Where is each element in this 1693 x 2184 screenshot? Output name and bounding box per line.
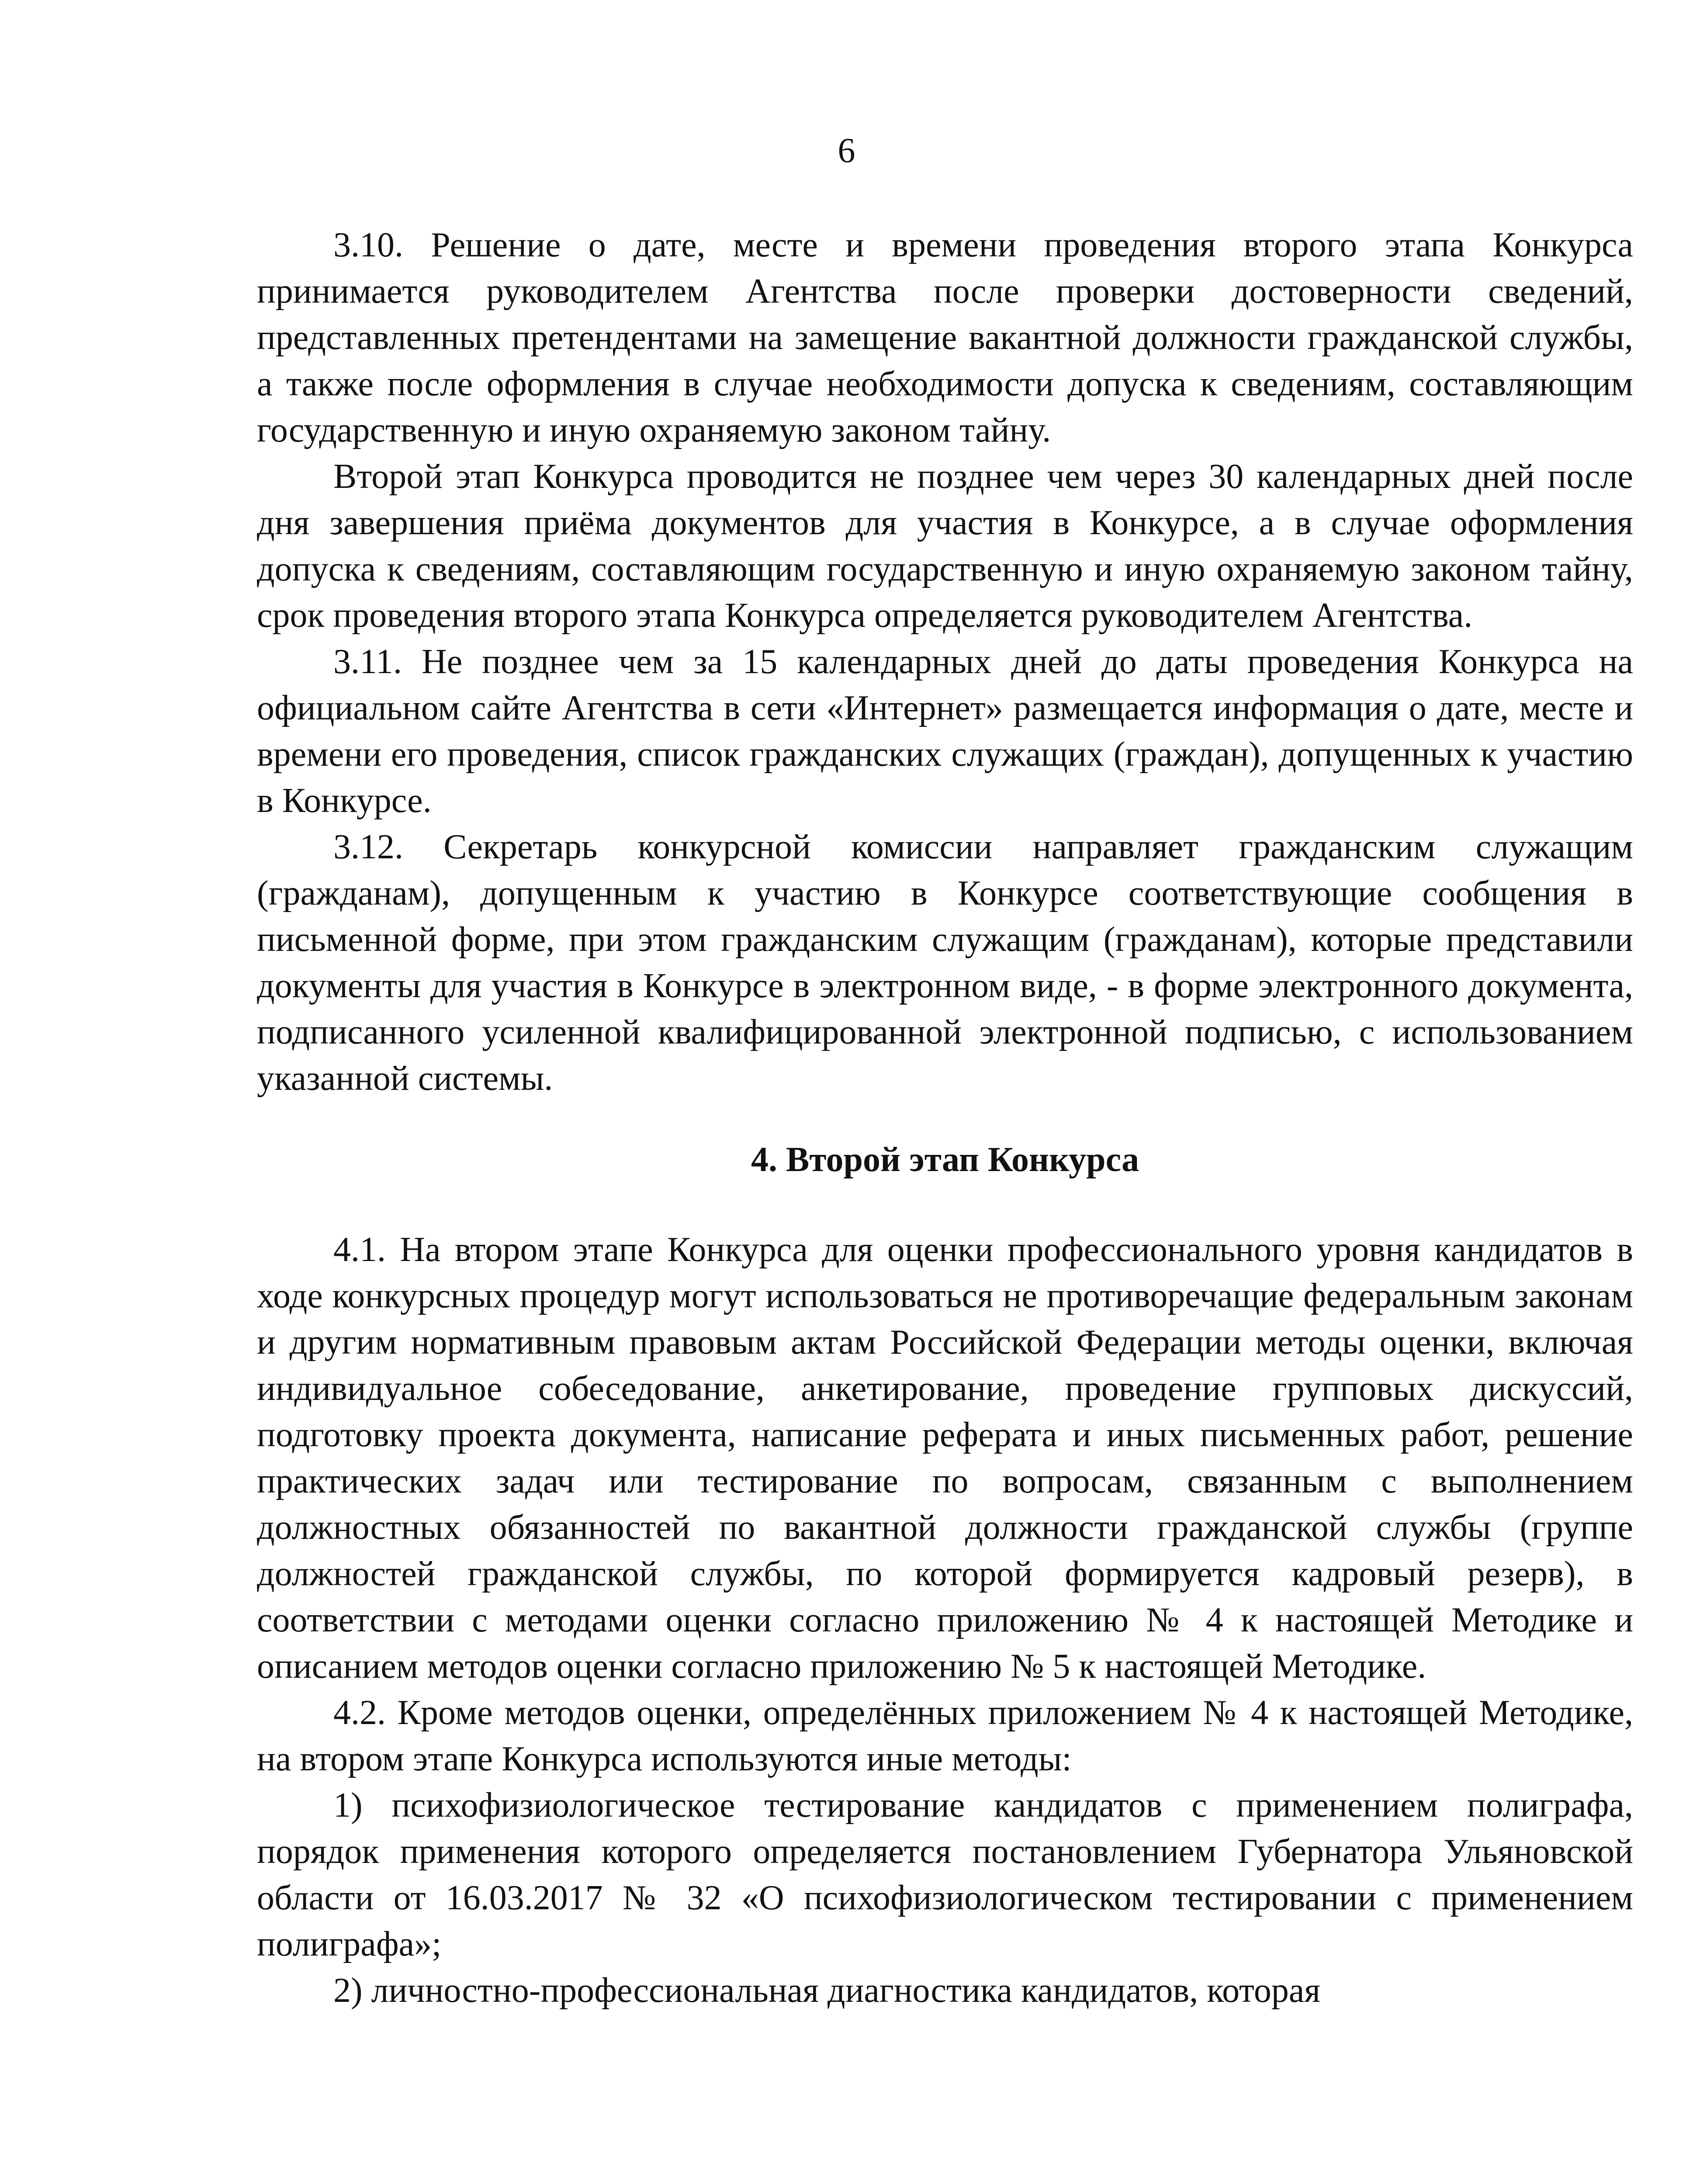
paragraph-4-1: 4.1. На втором этапе Конкурса для оценки профессионального уровня кандидатов в ходе конкурсных процедур могут использоваться не противоречащие федеральным законам и другим нормативным правовым актам Российской Федерации методы оценки, включая индивидуальное собеседование, анкетирование, проведение групповых дискуссий, подготовку проекта документа, написание реферата и иных письменных работ, решение практических задач или тестирование по вопросам, связанным с выполнением должностных обязанностей по вакантной должности гражданской службы (группе должностей гражданской службы, по которой формируется кадровый резерв), в соответствии с методами оценки согласно приложению № 4 к настоящей Методике и описанием методов оценки согласно приложению № 5 к настоящей Методике. xyxy=(257,1230,1633,1686)
section-heading: 4. Второй этап Конкурса xyxy=(751,1140,1139,1179)
paragraph-4-2: 4.2. Кроме методов оценки, определённых приложением № 4 к настоящей Методике, на втором этапе Конкурса используются иные методы: xyxy=(257,1693,1633,1778)
list-item-2: 2) личностно-профессиональная диагностика кандидатов, которая xyxy=(333,1971,1321,2010)
paragraph-3-11: 3.11. Не позднее чем за 15 календарных дней до даты проведения Конкурса на официальном сайте Агентства в сети «Интернет» размещается информация о дате, месте и времени его проведения, список гражданских служащих (граждан), допущенных к участию в Конкурсе. xyxy=(257,643,1633,820)
list-item-1: 1) психофизиологическое тестирование кандидатов с применением полиграфа, порядок применения которого определяется постановлением Губернатора Ульяновской области от 16.03.2017 № 32 «О психофизиологическом тестировании с применением полиграфа»; xyxy=(257,1786,1633,1963)
document-body xyxy=(257,222,1633,2014)
paragraph-second-stage-timing: Второй этап Конкурса проводится не позднее чем через 30 календарных дней после дня завершения приёма документов для участия в Конкурсе, а в случае оформления допуска к сведениям, составляющим государственную и иную охраняемую законом тайну, срок проведения второго этапа Конкурса определяется руководителем Агентства. xyxy=(257,457,1633,635)
paragraph-3-12: 3.12. Секретарь конкурсной комиссии направляет гражданским служащим (гражданам), допущенным к участию в Конкурсе соответствующие сообщения в письменной форме, при этом гражданским служащим (гражданам), которые представили документы для участия в Конкурсе в электронном виде, - в форме электронного документа, подписанного усиленной квалифицированной электронной подписью, с использованием указанной системы. xyxy=(257,828,1633,1098)
page-number: 6 xyxy=(838,131,855,170)
paragraph-3-10: 3.10. Решение о дате, месте и времени проведения второго этапа Конкурса принимается руководителем Агентства после проверки достоверности сведений, представленных претендентами на замещение вакантной должности гражданской службы, а также после оформления в случае необходимости допуска к сведениям, составляющим государственную и иную охраняемую законом тайну. xyxy=(257,226,1633,449)
